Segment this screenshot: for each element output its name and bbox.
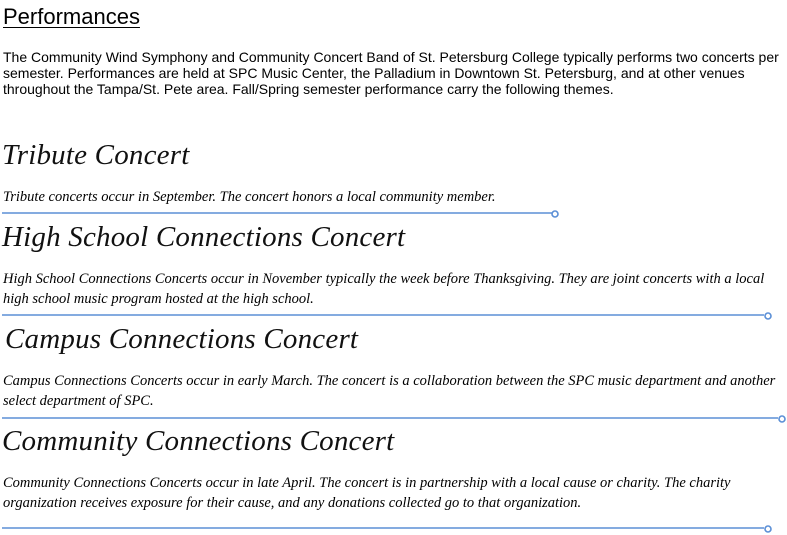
section-title-tribute: Tribute Concert [2,139,190,171]
section-title-campus: Campus Connections Concert [5,323,359,355]
section-text-tribute: Tribute concerts occur in September. The concert honors a local community member. [3,189,496,205]
section-text-high-school: High School Connections Concerts occur in November typically the week before Thanksgiving. They are joint concerts with a local high school music program hosted at the high school. [3,271,765,307]
section-divider [2,413,786,425]
section-title-high-school: High School Connections Concert [2,221,406,253]
section-divider [2,310,777,322]
section-title-community: Community Connections Concert [2,425,395,457]
section-divider [2,523,778,535]
section-text-campus: Campus Connections Concerts occur in early March. The concert is a collaboration between the SPC music department and another select department of SPC. [3,373,776,409]
section-divider [2,208,562,220]
page-title: Performances [3,4,140,29]
intro-paragraph: The Community Wind Symphony and Community Concert Band of St. Petersburg College typically performs two concerts per semester. Performances are held at SPC Music Center, the Palladium in Downtown St. Petersburg, and at other venues throughout the Tampa/St. Pete area. Fall/Spring semester performance carry the following themes. [3,49,779,97]
section-text-community: Community Connections Concerts occur in late April. The concert is in partnership with a local cause or charity. The charity organization receives exposure for their cause, and any donations collected go to that organization. [3,475,731,511]
